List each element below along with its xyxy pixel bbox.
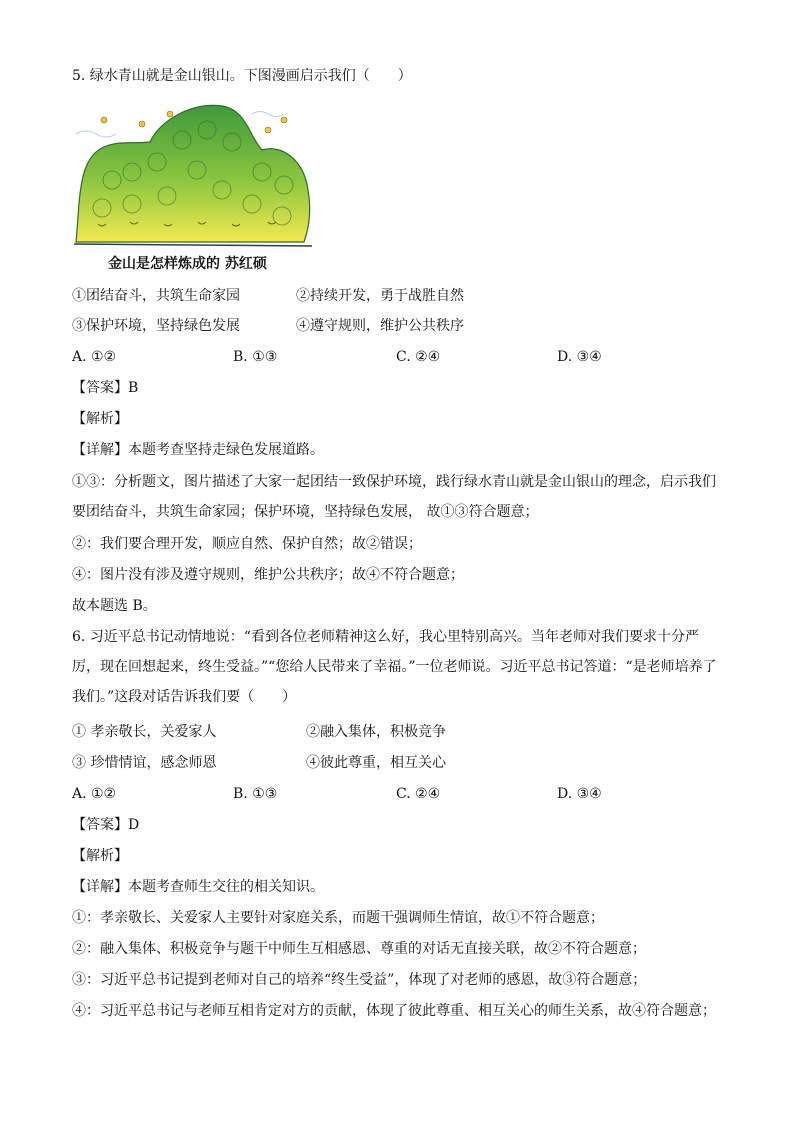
q5-explanation-1: ①③：分析题文，图片描述了大家一起团结一致保护环境，践行绿水青山就是金山银山的理念，启示我们要团结奋斗，共筑生命家园；保护环境，坚持绿色发展， 故①③符合题意； [72,474,716,520]
q6-item-2: ②融入集体，积极竞争 [306,724,446,740]
q5-choice-b: B. ①③ [233,349,278,365]
forest-cartoon-illustration [72,100,317,250]
q5-choice-c: C. ②④ [396,349,441,365]
q6-item-3: ③ 珍惜情谊，感念师恩 [72,755,217,771]
q6-choice-a: A. ①② [72,786,117,802]
q6-detail: 【详解】本题考查师生交往的相关知识。 [72,879,324,895]
q5-item-2: ②持续开发，勇于战胜自然 [296,288,464,304]
q6-item-1: ① 孝亲敬长，关爱家人 [72,724,217,740]
q5-item-4: ④遵守规则，维护公共秩序 [296,318,464,334]
q6-explanation-2: ②：融入集体、积极竞争与题干中师生互相感恩、尊重的对话无直接关联，故②不符合题意； [72,941,646,957]
q5-explanation-2: ②：我们要合理开发，顺应自然、保护自然；故②错误； [72,536,422,552]
q5-analysis-heading: 【解析】 [72,411,128,427]
cartoon-caption: 金山是怎样炼成的 苏红硕 [108,256,267,272]
q6-choice-b: B. ①③ [233,786,278,802]
q5-explanation-3: ④：图片没有涉及遵守规则，维护公共秩序；故④不符合题意； [72,567,464,583]
q6-explanation-4: ④：习近平总书记与老师互相肯定对方的贡献，体现了彼此尊重、相互关心的师生关系，故④符合题意； [72,1003,716,1019]
q6-explanation-3: ③：习近平总书记提到老师对自己的培养“终生受益”，体现了对老师的感恩，故③符合题意； [72,972,647,988]
q6-analysis-heading: 【解析】 [72,848,128,864]
q6-item-4: ④彼此尊重，相互关心 [306,755,446,771]
q6-explanation-1: ①：孝亲敬长、关爱家人主要针对家庭关系，而题干强调师生情谊，故①不符合题意； [72,910,604,926]
q5-choice-a: A. ①② [72,349,117,365]
q6-choice-c: C. ②④ [396,786,441,802]
q6-choice-d: D. ③④ [557,786,602,802]
q6-stem: 6. 习近平总书记动情地说：“看到各位老师精神这么好，我心里特别高兴。当年老师对我们要求十分严厉，现在回想起来，终生受益。”“您给人民带来了幸福。”一位老师说。习近平总书记答道：“是老师培养了我们。”这段对话告诉我们要（ ） [72,629,717,705]
q5-detail: 【详解】本题考查坚持走绿色发展道路。 [72,442,324,458]
q5-item-1: ①团结奋斗，共筑生命家园 [72,288,240,304]
q5-conclusion: 故本题选 B。 [72,598,157,614]
q5-choice-d: D. ③④ [557,349,602,365]
q6-answer: 【答案】D [72,817,140,833]
q5-stem: 5. 绿水青山就是金山银山。下图漫画启示我们（ ） [72,68,412,84]
q5-item-3: ③保护环境，坚持绿色发展 [72,318,240,334]
q5-answer: 【答案】B [72,380,139,396]
